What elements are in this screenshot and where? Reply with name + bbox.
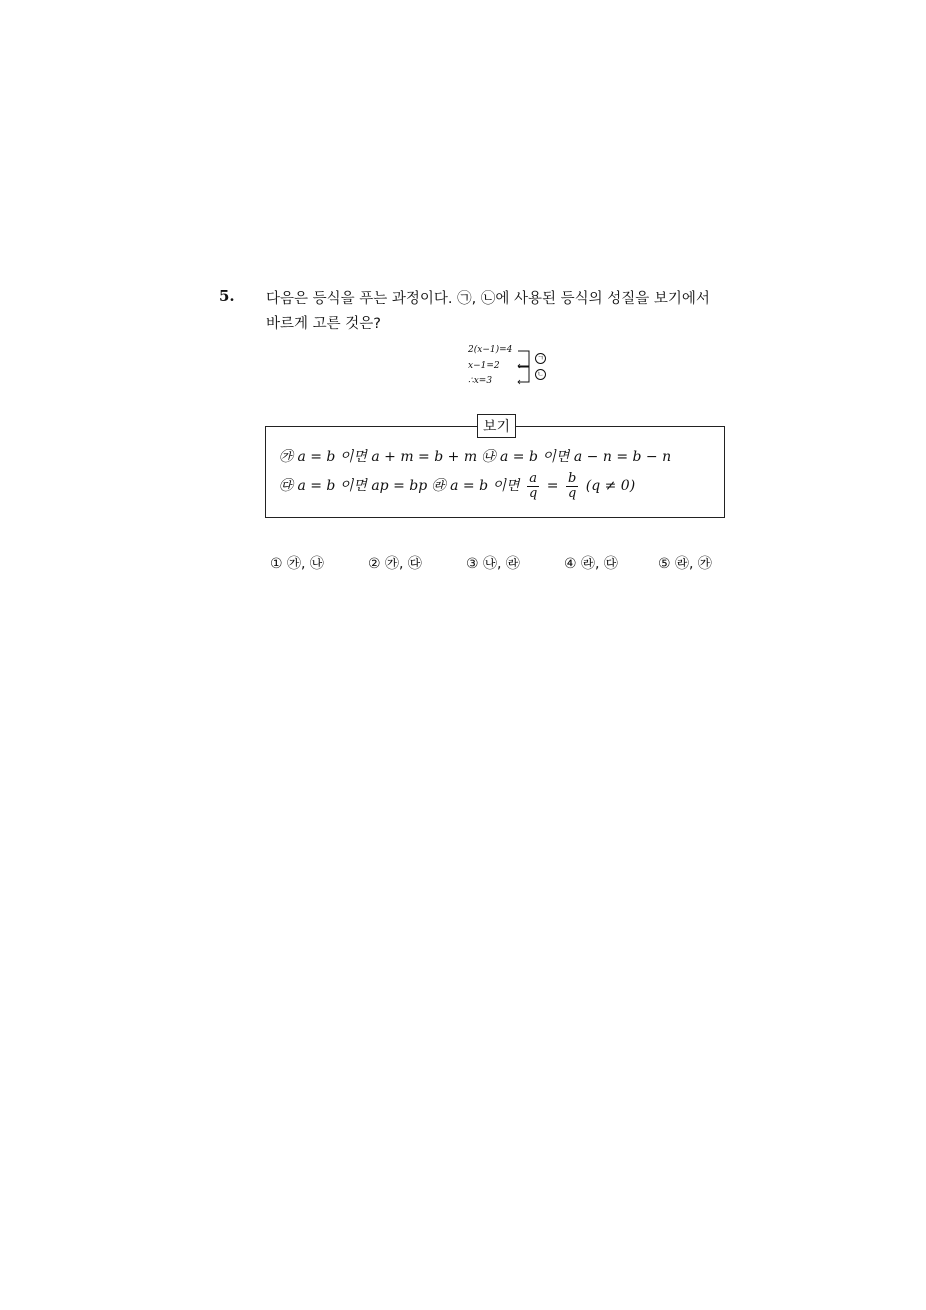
fraction-denominator: q — [567, 485, 577, 501]
fraction-a-over-q — [527, 472, 539, 500]
condition-text: (q ≠ 0) — [585, 478, 636, 495]
step-2: x−1=2 — [468, 361, 500, 371]
step-3: ∴x=3 — [468, 376, 493, 386]
fraction-b-over-q — [566, 472, 578, 500]
fraction-numerator: b — [567, 471, 577, 486]
fraction-denominator: q — [529, 485, 538, 501]
choice-1[interactable]: ① ㉮, ㉯ — [270, 556, 324, 572]
choice-4[interactable]: ④ ㉱, ㉰ — [564, 556, 618, 572]
choice-3[interactable]: ③ ㉯, ㉱ — [466, 556, 520, 572]
bogi-item-da: ㉰ a = b 이면 ap = bp — [279, 478, 428, 495]
step-tag-2: ㄴ — [535, 369, 546, 380]
question-text-line2: 바르게 고른 것은? — [266, 316, 381, 332]
step-tag-1: ㄱ — [535, 353, 546, 364]
equals-sign: = — [546, 478, 559, 495]
bogi-line-2 — [279, 472, 635, 500]
bogi-item-ra: ㉱ a = b 이면 — [431, 478, 520, 495]
bogi-title: 보기 — [477, 414, 516, 438]
choice-2[interactable]: ② ㉮, ㉰ — [368, 556, 422, 572]
question-text-line1: 다음은 등식을 푸는 과정이다. ㉠, ㉡에 사용된 등식의 성질을 보기에서 — [266, 291, 710, 307]
fraction-numerator: a — [527, 472, 539, 487]
step-1: 2(x−1)=4 — [468, 345, 513, 355]
choice-5[interactable]: ⑤ ㉱, ㉮ — [658, 556, 712, 572]
bogi-item-na: ㉯ a = b 이면 a − n = b − n — [481, 449, 672, 465]
step-bracket-icon — [516, 345, 536, 390]
equation-steps — [468, 345, 558, 390]
bogi-line-1 — [279, 446, 671, 466]
bogi-item-ga: ㉮ a = b 이면 a + m = b + m — [279, 449, 478, 465]
question-number: 5. — [219, 287, 235, 305]
